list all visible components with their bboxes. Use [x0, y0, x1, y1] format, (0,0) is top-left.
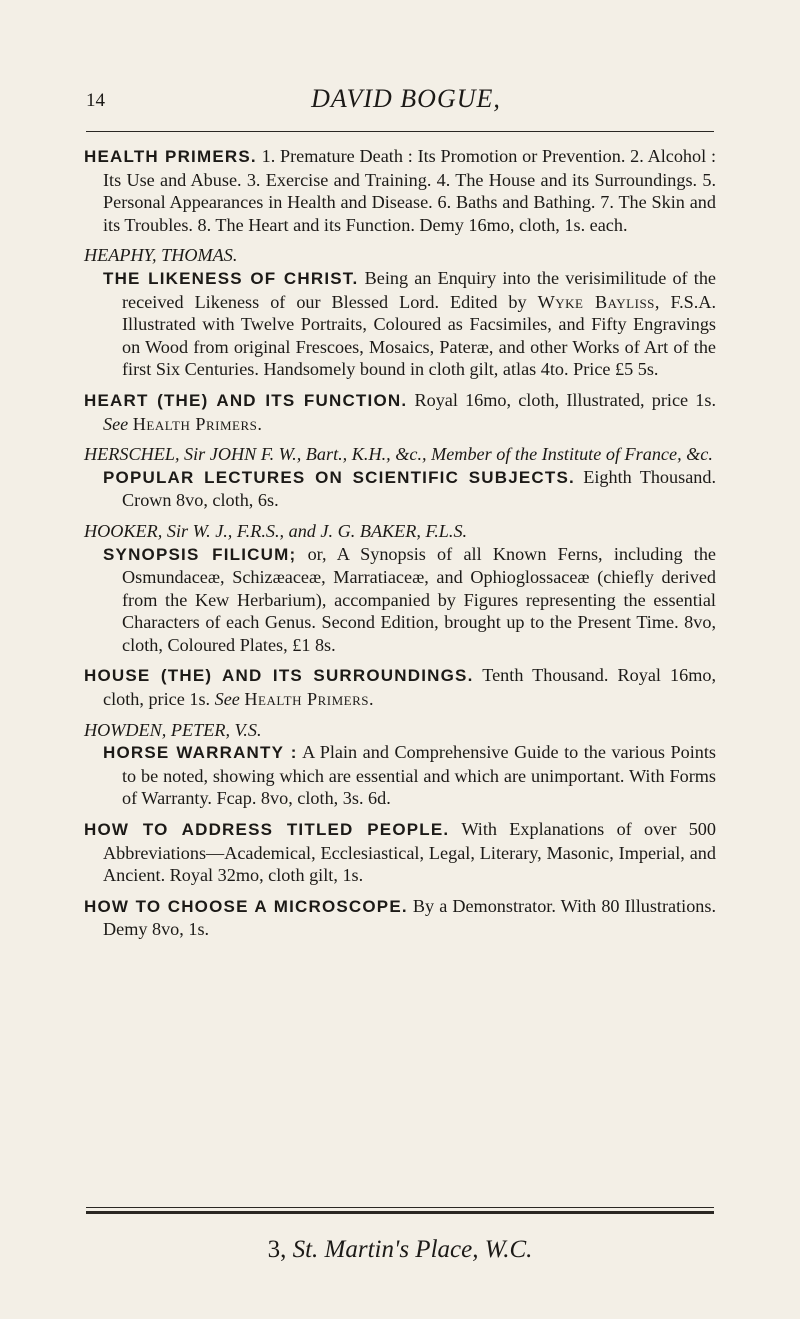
entry-text: Being an Enquiry into the verisimilitude of the received Likeness of our Blessed Lord. Edited by: [122, 267, 716, 312]
address-number: 3,: [267, 1236, 287, 1263]
page-number: 14: [86, 90, 105, 111]
entry-heading: HEART (THE) AND ITS FUNCTION.: [84, 390, 408, 410]
running-title: DAVID BOGUE,: [311, 84, 501, 113]
entry-likeness-of-christ: [84, 267, 716, 381]
entry-heading: HEALTH PRIMERS.: [84, 147, 257, 166]
publisher-address: [0, 1236, 800, 1264]
entry-text: Royal 16mo, cloth, Illustrated, price 1s.: [414, 389, 717, 410]
entry-heading: HOUSE (THE) AND ITS SURROUNDINGS.: [84, 666, 474, 686]
entry-synopsis-filicum: [84, 543, 716, 657]
entry-how-to-address: [84, 818, 716, 887]
bottom-rule: [86, 1207, 714, 1208]
entry-health-primers: [84, 145, 716, 236]
entry-popular-lectures: [84, 466, 716, 512]
top-rule: [86, 131, 714, 132]
entry-text: By a Demonstrator. With 80 Illustrations. Demy 8vo, 1s.: [103, 895, 717, 940]
entry-heading: SYNOPSIS FILICUM;: [103, 544, 297, 564]
author-hooker: HOOKER, Sir W. J., F.R.S., and J. G. BAKER, F.L.S.: [84, 520, 468, 541]
entry-text: Eighth Thousand. Crown 8vo, cloth, 6s.: [122, 466, 717, 511]
entry-how-to-choose: [84, 895, 716, 941]
cross-ref: Health Primers.: [132, 413, 263, 434]
entry-text-cont: , F.S.A. Illustrated with Twelve Portraits, Coloured as Facsimiles, and Fifty Engravings on Wood from original Frescoes, Mosaics, Pateræ, and other Works of Art of the first Six Centuries. Handsomely bound in cloth gilt, atlas 4to. Price £5 5s.: [122, 291, 716, 380]
editor-name: Wyke Bayliss: [537, 291, 655, 312]
entry-heading: HOW TO ADDRESS TITLED PEOPLE.: [84, 820, 450, 840]
entry-house: [84, 664, 716, 710]
entry-heading: HORSE WARRANTY :: [103, 743, 298, 763]
entry-heart: [84, 389, 716, 435]
catalogue-body: [84, 145, 716, 949]
see-ref: See: [103, 413, 129, 434]
entry-heading: THE LIKENESS OF CHRIST.: [103, 268, 359, 288]
entry-text: Tenth Thousand. Royal 16mo, cloth, price 1s.: [103, 665, 716, 710]
bottom-rule-thick: [86, 1211, 714, 1214]
entry-text: With Explanations of over 500 Abbreviations—Academical, Ecclesiastical, Legal, Literary, Masonic, Imperial, and Ancient. Royal 32mo, cloth gilt, 1s.: [103, 819, 716, 886]
see-ref: See: [214, 689, 240, 710]
entry-text: 1. Premature Death : Its Promotion or Prevention. 2. Alcohol : Its Use and Abuse. 3. Exercise and Training. 4. The House and its Surroundings. 5. Personal Appearances in Health and Disease. 6. Baths and Bathing. 7. The Skin and its Troubles. 8. The Heart and its Function. Demy 16mo, cloth, 1s. each.: [103, 146, 717, 235]
running-head: [86, 82, 726, 122]
address-text: St. Martin's Place, W.C.: [292, 1236, 533, 1263]
author-howden: HOWDEN, PETER, V.S.: [84, 719, 262, 740]
entry-heading: POPULAR LECTURES ON SCIENTIFIC SUBJECTS.: [103, 467, 575, 487]
cross-ref: Health Primers.: [244, 689, 375, 710]
author-herschel: HERSCHEL, Sir JOHN F. W., Bart., K.H., &c., Member of the Institute of France, &c.: [84, 444, 713, 465]
author-heaphy: HEAPHY, THOMAS.: [84, 245, 238, 266]
entry-horse-warranty: [84, 741, 716, 810]
entry-text: A Plain and Comprehensive Guide to the various Points to be noted, showing which are essential and which are unimportant. With Forms of Warranty. Fcap. 8vo, cloth, 3s. 6d.: [122, 742, 716, 809]
entry-heading: HOW TO CHOOSE A MICROSCOPE.: [84, 896, 408, 916]
entry-text: or, A Synopsis of all Known Ferns, including the Osmundaceæ, Schizæaceæ, Marratiaceæ, and Ophioglossaceæ (chiefly derived from the Kew Herbarium), accompanied by Figures representing the essential Characters of each Genus. Second Edition, brought up to the Present Time. 8vo, cloth, Coloured Plates, £1 8s.: [122, 543, 716, 655]
